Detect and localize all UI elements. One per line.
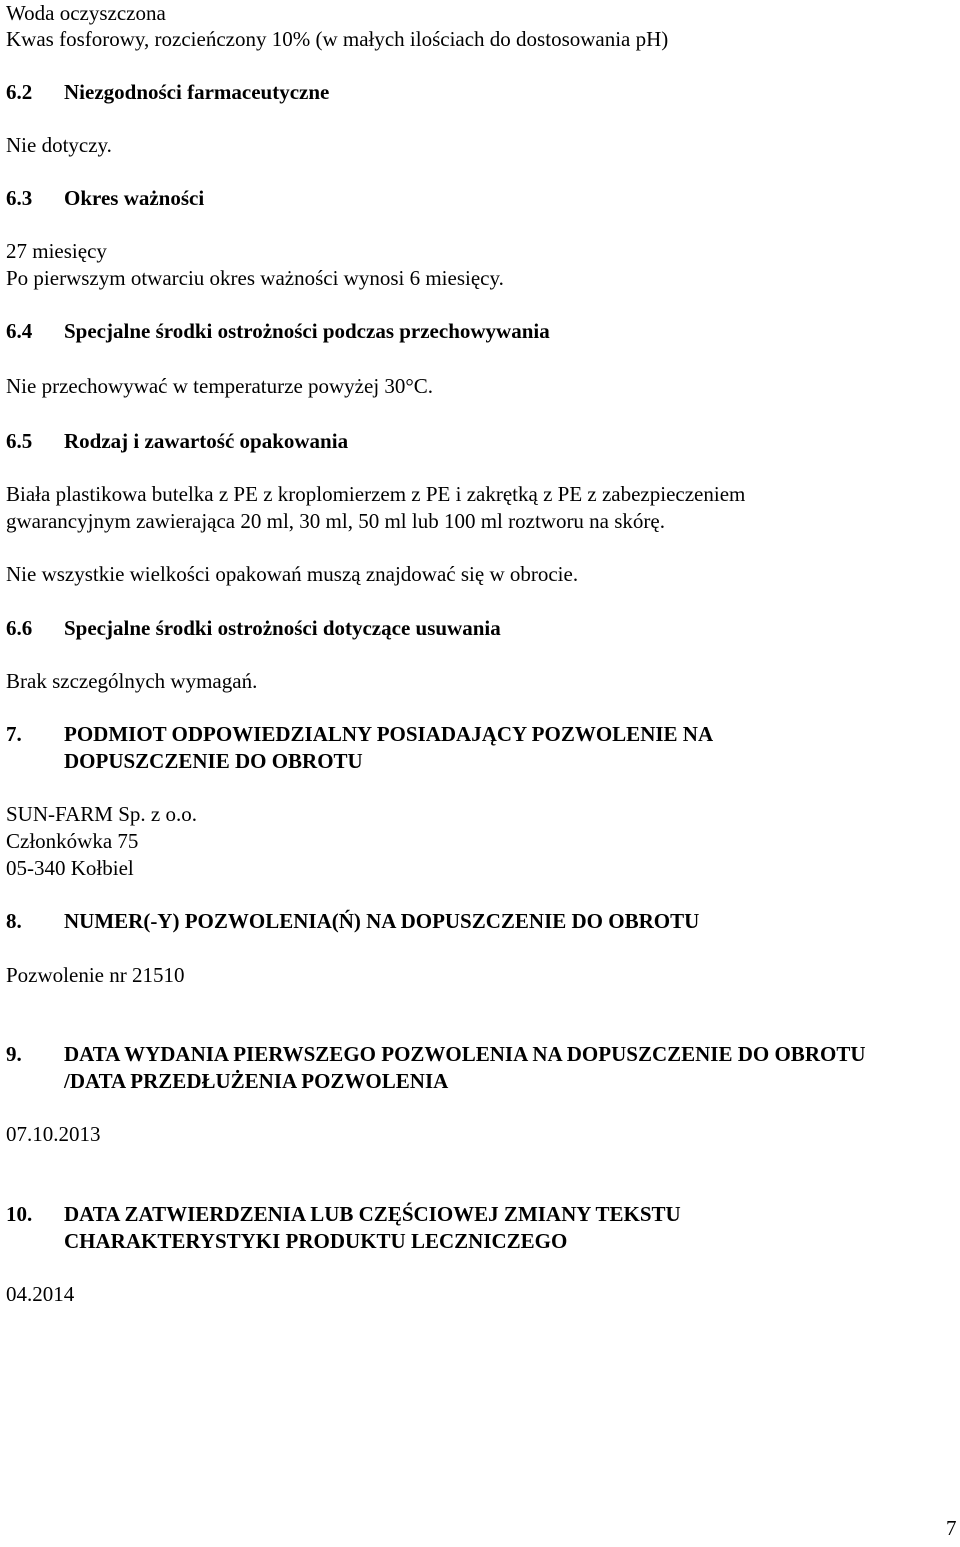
section-title-continued: CHARAKTERYSTYKI PRODUKTU LECZNICZEGO	[64, 1229, 568, 1253]
section-number: 6.5	[6, 429, 33, 453]
section-title: Niezgodności farmaceutyczne	[64, 80, 330, 104]
section-text: Pozwolenie nr 21510	[6, 963, 185, 987]
section-title: Rodzaj i zawartość opakowania	[64, 429, 349, 453]
section-number: 8.	[6, 909, 22, 933]
text-line: Woda oczyszczona	[6, 1, 166, 25]
section-number: 6.3	[6, 186, 33, 210]
section-text: 27 miesięcy	[6, 239, 107, 263]
section-text: 07.10.2013	[6, 1122, 101, 1146]
section-text: Nie dotyczy.	[6, 133, 112, 157]
section-text: Nie przechowywać w temperaturze powyżej 30°C.	[6, 374, 434, 398]
section-title: DATA ZATWIERDZENIA LUB CZĘŚCIOWEJ ZMIANY TEKSTU	[64, 1202, 681, 1226]
section-text: 04.2014	[6, 1282, 75, 1306]
text-line: Kwas fosforowy, rozcieńczony 10% (w małych ilościach do dostosowania pH)	[6, 27, 669, 51]
section-number: 9.	[6, 1042, 22, 1066]
section-text: Brak szczególnych wymagań.	[6, 669, 258, 693]
section-number: 10.	[6, 1202, 33, 1226]
section-title: Okres ważności	[64, 186, 205, 210]
address-line: Członkówka 75	[6, 829, 139, 853]
address-line: 05-340 Kołbiel	[6, 856, 134, 880]
section-title: PODMIOT ODPOWIEDZIALNY POSIADAJĄCY POZWOLENIE NA	[64, 722, 714, 746]
section-text: Nie wszystkie wielkości opakowań muszą znajdować się w obrocie.	[6, 562, 579, 586]
section-title-continued: DOPUSZCZENIE DO OBROTU	[64, 749, 363, 773]
section-number: 6.6	[6, 616, 33, 640]
section-number: 6.4	[6, 319, 33, 343]
address-line: SUN-FARM Sp. z o.o.	[6, 802, 197, 826]
section-text: Biała plastikowa butelka z PE z kroplomierzem z PE i zakrętką z PE z zabezpieczeniem	[6, 482, 746, 506]
section-text: gwarancyjnym zawierająca 20 ml, 30 ml, 50 ml lub 100 ml roztworu na skórę.	[6, 509, 665, 533]
section-title: NUMER(-Y) POZWOLENIA(Ń) NA DOPUSZCZENIE DO OBROTU	[64, 909, 700, 933]
section-number: 6.2	[6, 80, 33, 104]
section-text: Po pierwszym otwarciu okres ważności wynosi 6 miesięcy.	[6, 266, 504, 290]
page-number: 7	[946, 1516, 957, 1540]
section-title: Specjalne środki ostrożności podczas przechowywania	[64, 319, 550, 343]
section-title-continued: /DATA PRZEDŁUŻENIA POZWOLENIA	[64, 1069, 449, 1093]
section-number: 7.	[6, 722, 22, 746]
section-title: DATA WYDANIA PIERWSZEGO POZWOLENIA NA DOPUSZCZENIE DO OBROTU	[64, 1042, 866, 1066]
section-title: Specjalne środki ostrożności dotyczące usuwania	[64, 616, 501, 640]
